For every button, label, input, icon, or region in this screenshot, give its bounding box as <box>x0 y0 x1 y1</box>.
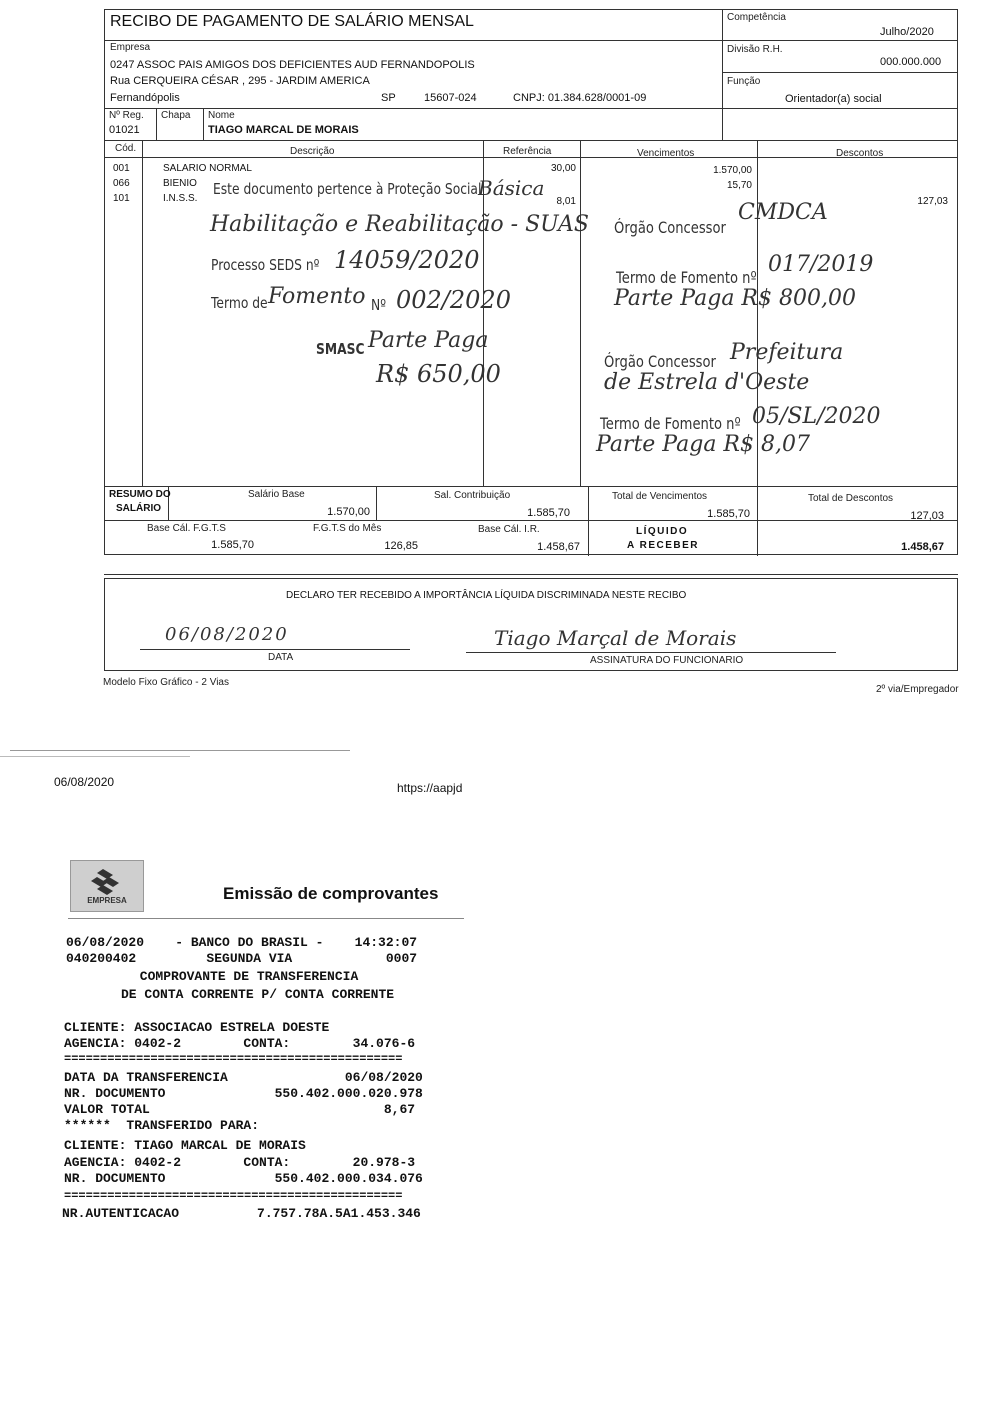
divisao-label: Divisão R.H. <box>727 44 783 55</box>
receipt-line: COMPROVANTE DE TRANSFERENCIA <box>93 969 359 984</box>
stamp-orgao2-label: Órgão Concessor <box>604 352 716 371</box>
total-venc-value: 1.585,70 <box>707 508 750 520</box>
receipt-line: AGENCIA: 0402-2 CONTA: 20.978-3 <box>64 1155 416 1170</box>
handwritten-processo: 14059/2020 <box>334 246 480 274</box>
receipt-line: 040200402 SEGUNDA VIA 0007 <box>66 951 418 966</box>
handwritten-fomento2: 05/SL/2020 <box>752 404 881 429</box>
receipt-line: =============================================== <box>64 1189 403 1203</box>
nreg-value: 01021 <box>109 124 140 136</box>
resumo-label-2: SALÁRIO <box>116 503 161 514</box>
print-date: 06/08/2020 <box>54 775 115 789</box>
salario-base-label: Salário Base <box>248 489 305 500</box>
item-venc: 1.570,00 <box>713 165 752 176</box>
competencia-label: Competência <box>727 12 786 23</box>
handwritten-fomento1: 017/2019 <box>768 252 874 277</box>
item-ref: 30,00 <box>550 163 576 174</box>
handwritten-date: 06/08/2020 <box>165 624 289 645</box>
handwritten-smasc-parte: Parte Paga <box>368 328 489 353</box>
via-text: 2º via/Empregador <box>876 684 959 695</box>
bank-logo <box>70 860 144 912</box>
handwritten-smasc-valor: R$ 650,00 <box>376 360 501 388</box>
item-descontos: 127,03 <box>917 196 948 207</box>
empresa-uf: SP <box>381 92 396 104</box>
stamp-termo-no-label: Nº <box>371 296 387 314</box>
base-ir-label: Base Cál. I.R. <box>478 524 540 535</box>
receipt-line: CLIENTE: TIAGO MARCAL DE MORAIS <box>64 1138 306 1153</box>
sal-contrib-value: 1.585,70 <box>527 507 570 519</box>
empresa-address: Rua CERQUEIRA CÉSAR , 295 - JARDIM AMERICA <box>110 75 370 87</box>
handwritten-orgao2-line2: de Estrela d'Oeste <box>604 370 810 395</box>
stamp-termo-label: Termo de <box>211 294 268 312</box>
salario-base-value: 1.570,00 <box>327 506 370 518</box>
handwritten-termo-numero: 002/2020 <box>396 286 511 314</box>
liquido-label: LÍQUIDO <box>636 526 689 537</box>
col-cod: Cód. <box>115 143 137 154</box>
divisao-value: 000.000.000 <box>880 56 942 68</box>
receipt-line: NR. DOCUMENTO 550.402.000.020.978 <box>64 1086 423 1101</box>
receipt-line: AGENCIA: 0402-2 CONTA: 34.076-6 <box>64 1036 416 1051</box>
competencia-value: Julho/2020 <box>880 26 934 38</box>
stamp-fomento2-label: Termo de Fomento nº <box>600 414 741 433</box>
empresa-cnpj: CNPJ: 01.384.628/0001-09 <box>513 92 647 104</box>
data-label: DATA <box>268 652 294 663</box>
chapa-label: Chapa <box>161 110 191 121</box>
fgts-mes-value: 126,85 <box>384 540 418 552</box>
print-url: https://aapjd <box>397 781 463 795</box>
receipt-line: =============================================== <box>64 1052 403 1066</box>
base-ir-value: 1.458,67 <box>537 541 580 553</box>
base-fgts-label: Base Cál. F.G.T.S <box>147 523 226 534</box>
receipt-title: Emissão de comprovantes <box>223 884 439 903</box>
receipt-line: DE CONTA CORRENTE P/ CONTA CORRENTE <box>82 987 395 1002</box>
item-ref: 8,01 <box>556 196 576 207</box>
receipt-line: ****** TRANSFERIDO PARA: <box>64 1118 260 1133</box>
col-vencimentos: Vencimentos <box>637 148 695 159</box>
logo-label: EMPRESA <box>87 896 127 905</box>
item-desc: SALARIO NORMAL <box>163 163 252 174</box>
sal-contrib-label: Sal. Contribuição <box>434 490 511 501</box>
base-fgts-value: 1.585,70 <box>211 539 254 551</box>
receipt-line: CLIENTE: ASSOCIACAO ESTRELA DOESTE <box>64 1020 330 1035</box>
receipt-line: NR. DOCUMENTO 550.402.000.034.076 <box>64 1171 423 1186</box>
stamp-smasc-label: SMASC <box>316 340 365 358</box>
assinatura-label: ASSINATURA DO FUNCIONARIO <box>590 655 744 666</box>
banco-do-brasil-icon <box>71 863 143 899</box>
handwritten-habilitacao: Habilitação e Reabilitação - SUAS <box>210 212 589 237</box>
item-cod: 101 <box>113 193 130 204</box>
fgts-mes-label: F.G.T.S do Mês <box>313 523 382 534</box>
item-desc: BIENIO <box>163 178 197 189</box>
handwritten-fomento: Fomento <box>268 284 366 309</box>
item-cod: 001 <box>113 163 130 174</box>
col-referencia: Referência <box>503 146 552 157</box>
item-cod: 066 <box>113 178 130 189</box>
handwritten-basica: Básica <box>478 176 545 200</box>
resumo-label: RESUMO DO <box>109 489 171 500</box>
declaro-text: DECLARO TER RECEBIDO A IMPORTÂNCIA LÍQUIDA DISCRIMINADA NESTE RECIBO <box>286 590 687 601</box>
empresa-name: 0247 ASSOC PAIS AMIGOS DOS DEFICIENTES AUD FERNANDOPOLIS <box>110 59 475 71</box>
empresa-cep: 15607-024 <box>424 92 477 104</box>
handwritten-fomento1-paga: Parte Paga R$ 800,00 <box>614 286 856 311</box>
payslip-title: RECIBO DE PAGAMENTO DE SALÁRIO MENSAL <box>110 13 474 30</box>
col-descontos: Descontos <box>836 148 884 159</box>
total-venc-label: Total de Vencimentos <box>612 491 708 502</box>
stamp-orgao1-label: Órgão Concessor <box>614 218 726 237</box>
nreg-label: Nº Reg. <box>109 110 144 121</box>
total-desc-value: 127,03 <box>910 510 944 522</box>
handwritten-fomento2-paga: Parte Paga R$ 8,07 <box>596 432 810 457</box>
stamp-processo-label: Processo SEDS nº <box>211 256 320 274</box>
stamp-protecao-social: Este documento pertence à Proteção Social <box>213 180 482 198</box>
handwritten-orgao2-line1: Prefeitura <box>730 340 844 365</box>
funcao-value: Orientador(a) social <box>785 93 882 105</box>
receipt-line: NR.AUTENTICACAO 7.757.78A.5A1.453.346 <box>62 1206 421 1221</box>
col-descricao: Descrição <box>290 146 335 157</box>
receipt-line: VALOR TOTAL 8,67 <box>64 1102 416 1117</box>
receipt-line: 06/08/2020 - BANCO DO BRASIL - 14:32:07 <box>66 935 418 950</box>
stamp-fomento1-label: Termo de Fomento nº <box>616 268 757 287</box>
receipt-line: DATA DA TRANSFERENCIA 06/08/2020 <box>64 1070 423 1085</box>
item-venc: 15,70 <box>726 180 752 191</box>
handwritten-orgao1: CMDCA <box>738 200 828 225</box>
empresa-label: Empresa <box>110 42 151 53</box>
a-receber-label: A RECEBER <box>627 540 700 551</box>
empresa-city: Fernandópolis <box>110 92 180 104</box>
handwritten-signature: Tiago Marçal de Morais <box>494 626 737 650</box>
liquido-value: 1.458,67 <box>901 541 944 553</box>
nome-label: Nome <box>208 110 235 121</box>
total-desc-label: Total de Descontos <box>808 493 894 504</box>
modelo-text: Modelo Fixo Gráfico - 2 Vias <box>103 677 229 688</box>
item-desc: I.N.S.S. <box>163 193 198 204</box>
nome-value: TIAGO MARCAL DE MORAIS <box>208 124 359 136</box>
funcao-label: Função <box>727 76 761 87</box>
